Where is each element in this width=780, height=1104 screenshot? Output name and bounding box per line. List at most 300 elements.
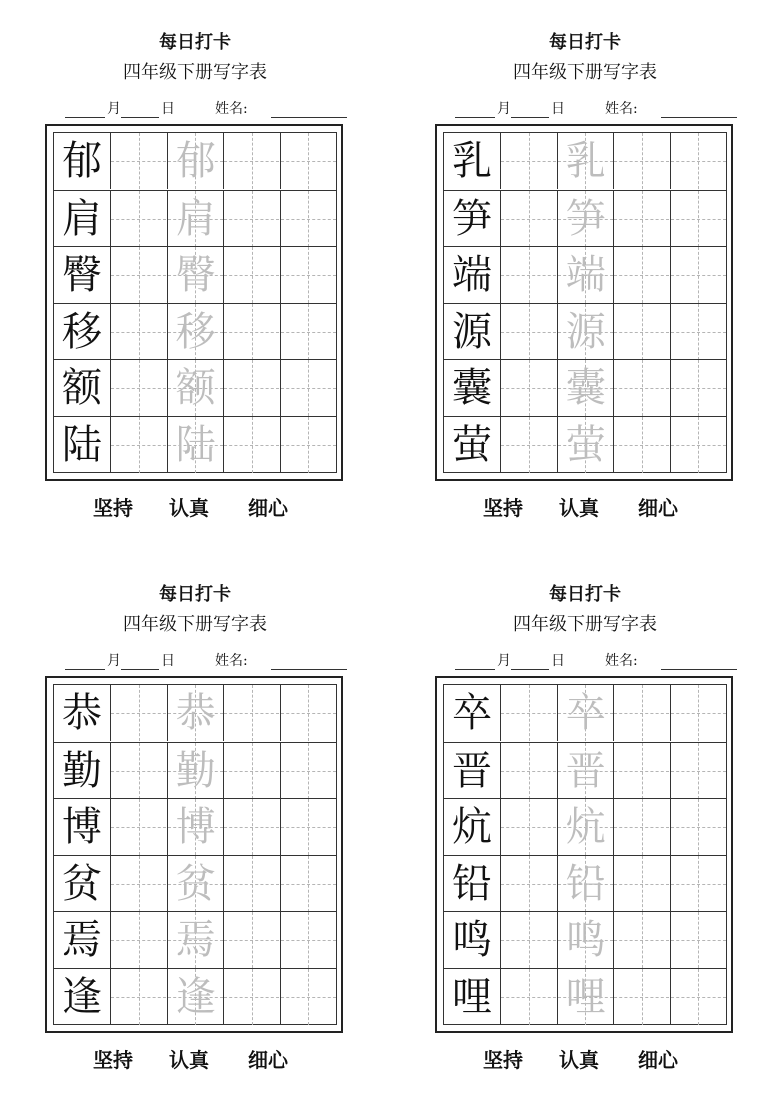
grid-cell: [110, 799, 166, 855]
writing-grid: [53, 684, 337, 1025]
trace-character: 萤: [565, 421, 606, 468]
trace-character: 额: [175, 365, 216, 411]
model-character: 卒: [452, 690, 492, 736]
model-character: 炕: [452, 804, 492, 850]
grid-row: [444, 359, 726, 416]
grid-cell: [613, 799, 669, 855]
grid-row: [444, 968, 726, 1025]
motto-earnest: 认真: [169, 1048, 209, 1072]
grid-cell: [670, 304, 726, 360]
grid-cell: [167, 912, 223, 968]
grid-cell: [613, 912, 669, 968]
grid-cell: [54, 247, 110, 303]
guide-line-horizontal: [671, 997, 726, 998]
grid-cell: [557, 360, 613, 416]
guide-line-horizontal: [224, 388, 279, 389]
practice-card: [45, 30, 345, 550]
grid-cell: [54, 360, 110, 416]
guide-line-horizontal: [614, 827, 669, 828]
guide-line-horizontal: [614, 997, 669, 998]
grid-cell: [500, 417, 556, 473]
guide-line-horizontal: [281, 332, 336, 333]
guide-line-horizontal: [614, 940, 669, 941]
guide-line-horizontal: [224, 445, 279, 446]
card-subtitle: 四年级下册写字表: [123, 62, 267, 83]
grid-cell: [613, 304, 669, 360]
grid-row: [444, 685, 726, 741]
grid-cell: [223, 685, 279, 741]
motto-earnest: 认真: [559, 1048, 599, 1072]
writing-grid-frame: [45, 676, 343, 1033]
motto-line: [45, 1045, 345, 1075]
model-character: 铅: [452, 860, 492, 907]
grid-row: [54, 968, 336, 1025]
grid-cell: [110, 417, 166, 473]
name-label: 姓名:: [605, 101, 638, 117]
card-title: 每日打卡: [159, 32, 231, 53]
writing-grid: [443, 684, 727, 1025]
model-character: 鸣: [452, 917, 492, 963]
grid-cell: [54, 856, 110, 912]
card-title: 每日打卡: [549, 584, 621, 605]
guide-line-horizontal: [671, 771, 726, 772]
trace-character: 铅: [565, 860, 606, 907]
grid-cell: [280, 360, 336, 416]
trace-character: 囊: [565, 365, 606, 411]
day-blank: [511, 117, 549, 118]
model-character: 移: [62, 308, 102, 355]
guide-line-horizontal: [614, 445, 669, 446]
grid-cell: [280, 799, 336, 855]
grid-cell: [167, 191, 223, 247]
guide-line-horizontal: [111, 161, 166, 162]
grid-cell: [444, 133, 500, 189]
grid-cell: [280, 191, 336, 247]
guide-line-horizontal: [281, 161, 336, 162]
trace-character: 贫: [175, 860, 216, 907]
grid-cell: [444, 191, 500, 247]
writing-grid: [443, 132, 727, 473]
grid-cell: [110, 191, 166, 247]
grid-cell: [500, 191, 556, 247]
date-name-line: [65, 100, 347, 120]
date-name-line: [455, 100, 737, 120]
motto-careful: 细心: [638, 496, 678, 520]
guide-line-horizontal: [281, 884, 336, 885]
grid-cell: [54, 799, 110, 855]
writing-grid-frame: [435, 124, 733, 481]
guide-line-horizontal: [671, 713, 726, 714]
grid-cell: [54, 912, 110, 968]
grid-cell: [500, 133, 556, 189]
grid-cell: [54, 191, 110, 247]
trace-character: 哩: [565, 973, 606, 1020]
guide-line-horizontal: [111, 827, 166, 828]
date-name-line: [455, 652, 737, 672]
month-label: 月: [107, 653, 121, 669]
card-title: 每日打卡: [549, 32, 621, 53]
grid-cell: [670, 191, 726, 247]
grid-cell: [444, 247, 500, 303]
guide-line-horizontal: [224, 997, 279, 998]
grid-cell: [500, 247, 556, 303]
grid-cell: [557, 304, 613, 360]
guide-line-horizontal: [671, 445, 726, 446]
guide-line-horizontal: [501, 713, 556, 714]
grid-cell: [613, 417, 669, 473]
grid-row: [444, 133, 726, 189]
grid-cell: [557, 417, 613, 473]
grid-cell: [54, 417, 110, 473]
model-character: 端: [452, 252, 492, 298]
grid-cell: [110, 685, 166, 741]
trace-character: 陆: [175, 421, 216, 468]
grid-cell: [557, 133, 613, 189]
name-label: 姓名:: [215, 101, 248, 117]
grid-cell: [613, 133, 669, 189]
grid-cell: [167, 247, 223, 303]
day-label: 日: [551, 653, 565, 669]
grid-cell: [670, 856, 726, 912]
guide-line-horizontal: [224, 713, 279, 714]
grid-cell: [167, 743, 223, 799]
guide-line-horizontal: [614, 713, 669, 714]
name-blank: [271, 117, 347, 118]
trace-character: 恭: [175, 690, 216, 736]
grid-cell: [223, 247, 279, 303]
grid-cell: [557, 685, 613, 741]
model-character: 额: [62, 365, 102, 411]
motto-careful: 细心: [248, 496, 288, 520]
grid-row: [444, 416, 726, 473]
guide-line-horizontal: [671, 884, 726, 885]
grid-cell: [613, 191, 669, 247]
guide-line-horizontal: [501, 771, 556, 772]
trace-character: 乳: [565, 138, 606, 184]
motto-persist: 坚持: [93, 496, 133, 520]
grid-cell: [500, 912, 556, 968]
grid-cell: [444, 969, 500, 1025]
day-label: 日: [551, 101, 565, 117]
grid-row: [54, 855, 336, 912]
grid-cell: [110, 969, 166, 1025]
grid-row: [444, 855, 726, 912]
guide-line-horizontal: [111, 275, 166, 276]
motto-line: [435, 493, 735, 523]
model-character: 源: [452, 308, 492, 355]
guide-line-horizontal: [614, 161, 669, 162]
guide-line-horizontal: [671, 827, 726, 828]
grid-cell: [223, 304, 279, 360]
guide-line-horizontal: [671, 275, 726, 276]
name-blank: [271, 669, 347, 670]
grid-cell: [280, 304, 336, 360]
grid-cell: [167, 304, 223, 360]
grid-cell: [670, 360, 726, 416]
guide-line-horizontal: [111, 771, 166, 772]
grid-row: [444, 246, 726, 303]
guide-line-horizontal: [281, 827, 336, 828]
guide-line-horizontal: [111, 884, 166, 885]
model-character: 焉: [62, 917, 102, 963]
grid-cell: [167, 360, 223, 416]
motto-careful: 细心: [638, 1048, 678, 1072]
name-label: 姓名:: [215, 653, 248, 669]
month-label: 月: [497, 101, 511, 117]
grid-cell: [557, 247, 613, 303]
model-character: 恭: [62, 690, 102, 736]
grid-cell: [613, 743, 669, 799]
model-character: 郁: [62, 138, 102, 184]
grid-row: [444, 190, 726, 247]
grid-cell: [613, 969, 669, 1025]
grid-cell: [167, 133, 223, 189]
grid-cell: [280, 912, 336, 968]
model-character: 晋: [452, 747, 492, 794]
guide-line-horizontal: [224, 940, 279, 941]
trace-character: 源: [565, 308, 606, 355]
model-character: 乳: [452, 138, 492, 184]
guide-line-horizontal: [224, 219, 279, 220]
guide-line-horizontal: [281, 445, 336, 446]
grid-cell: [110, 133, 166, 189]
grid-cell: [613, 247, 669, 303]
model-character: 囊: [452, 365, 492, 411]
guide-line-horizontal: [281, 275, 336, 276]
model-character: 勤: [62, 747, 102, 794]
grid-cell: [167, 417, 223, 473]
day-label: 日: [161, 653, 175, 669]
guide-line-horizontal: [671, 388, 726, 389]
grid-cell: [223, 743, 279, 799]
motto-line: [435, 1045, 735, 1075]
card-subtitle: 四年级下册写字表: [123, 614, 267, 635]
grid-cell: [167, 799, 223, 855]
grid-cell: [444, 743, 500, 799]
grid-cell: [557, 969, 613, 1025]
grid-row: [54, 133, 336, 189]
guide-line-horizontal: [501, 827, 556, 828]
grid-cell: [670, 685, 726, 741]
card-subtitle: 四年级下册写字表: [513, 62, 657, 83]
grid-cell: [444, 856, 500, 912]
month-blank: [65, 669, 105, 670]
guide-line-horizontal: [614, 275, 669, 276]
month-label: 月: [107, 101, 121, 117]
trace-character: 炕: [565, 804, 606, 850]
practice-card: [435, 30, 735, 550]
grid-row: [54, 359, 336, 416]
guide-line-horizontal: [614, 219, 669, 220]
guide-line-horizontal: [501, 884, 556, 885]
trace-character: 卒: [565, 690, 606, 736]
grid-cell: [613, 360, 669, 416]
grid-cell: [280, 856, 336, 912]
model-character: 哩: [452, 973, 492, 1020]
grid-cell: [500, 360, 556, 416]
trace-character: 鸣: [565, 917, 606, 963]
grid-row: [444, 798, 726, 855]
guide-line-horizontal: [281, 771, 336, 772]
grid-cell: [223, 969, 279, 1025]
motto-earnest: 认真: [169, 496, 209, 520]
day-blank: [511, 669, 549, 670]
grid-cell: [500, 969, 556, 1025]
grid-cell: [223, 133, 279, 189]
grid-cell: [167, 856, 223, 912]
month-blank: [455, 117, 495, 118]
guide-line-horizontal: [501, 445, 556, 446]
writing-grid: [53, 132, 337, 473]
guide-line-horizontal: [281, 388, 336, 389]
grid-cell: [557, 799, 613, 855]
trace-character: 晋: [565, 747, 606, 794]
model-character: 陆: [62, 421, 102, 468]
grid-row: [444, 303, 726, 360]
grid-cell: [557, 912, 613, 968]
model-character: 博: [62, 804, 102, 850]
motto-careful: 细心: [248, 1048, 288, 1072]
month-label: 月: [497, 653, 511, 669]
guide-line-horizontal: [501, 332, 556, 333]
writing-grid-frame: [45, 124, 343, 481]
grid-cell: [223, 191, 279, 247]
guide-line-horizontal: [111, 219, 166, 220]
guide-line-horizontal: [281, 219, 336, 220]
grid-cell: [444, 685, 500, 741]
grid-cell: [223, 417, 279, 473]
date-name-line: [65, 652, 347, 672]
guide-line-horizontal: [224, 161, 279, 162]
grid-cell: [280, 133, 336, 189]
model-character: 萤: [452, 421, 492, 468]
grid-cell: [110, 247, 166, 303]
grid-cell: [500, 799, 556, 855]
motto-earnest: 认真: [559, 496, 599, 520]
motto-line: [45, 493, 345, 523]
guide-line-horizontal: [501, 161, 556, 162]
guide-line-horizontal: [224, 275, 279, 276]
guide-line-horizontal: [501, 940, 556, 941]
guide-line-horizontal: [614, 884, 669, 885]
grid-cell: [280, 743, 336, 799]
card-subtitle: 四年级下册写字表: [513, 614, 657, 635]
guide-line-horizontal: [501, 275, 556, 276]
grid-cell: [54, 133, 110, 189]
grid-row: [54, 416, 336, 473]
grid-cell: [223, 912, 279, 968]
grid-row: [54, 798, 336, 855]
grid-cell: [54, 743, 110, 799]
model-character: 臀: [62, 252, 102, 298]
day-blank: [121, 669, 159, 670]
guide-line-horizontal: [111, 997, 166, 998]
trace-character: 臀: [175, 252, 216, 298]
guide-line-horizontal: [111, 388, 166, 389]
grid-cell: [444, 799, 500, 855]
grid-cell: [54, 969, 110, 1025]
grid-cell: [670, 743, 726, 799]
grid-cell: [167, 969, 223, 1025]
grid-cell: [557, 743, 613, 799]
grid-cell: [557, 856, 613, 912]
grid-row: [444, 742, 726, 799]
grid-row: [54, 685, 336, 741]
grid-cell: [670, 912, 726, 968]
grid-row: [444, 911, 726, 968]
grid-cell: [444, 417, 500, 473]
guide-line-horizontal: [111, 713, 166, 714]
guide-line-horizontal: [224, 884, 279, 885]
name-blank: [661, 669, 737, 670]
guide-line-horizontal: [281, 713, 336, 714]
grid-cell: [54, 685, 110, 741]
guide-line-horizontal: [281, 940, 336, 941]
practice-card: [435, 582, 735, 1102]
grid-cell: [110, 912, 166, 968]
day-label: 日: [161, 101, 175, 117]
guide-line-horizontal: [614, 332, 669, 333]
guide-line-horizontal: [111, 332, 166, 333]
trace-character: 逢: [175, 973, 216, 1020]
grid-cell: [223, 799, 279, 855]
grid-cell: [670, 969, 726, 1025]
card-title: 每日打卡: [159, 584, 231, 605]
grid-cell: [280, 685, 336, 741]
guide-line-horizontal: [501, 997, 556, 998]
guide-line-horizontal: [671, 161, 726, 162]
guide-line-horizontal: [671, 332, 726, 333]
grid-cell: [444, 912, 500, 968]
trace-character: 肩: [175, 195, 216, 242]
motto-persist: 坚持: [93, 1048, 133, 1072]
name-blank: [661, 117, 737, 118]
grid-cell: [670, 799, 726, 855]
model-character: 肩: [62, 195, 102, 242]
trace-character: 郁: [175, 138, 216, 184]
guide-line-horizontal: [501, 219, 556, 220]
guide-line-horizontal: [501, 388, 556, 389]
practice-card: [45, 582, 345, 1102]
guide-line-horizontal: [281, 997, 336, 998]
trace-character: 焉: [175, 917, 216, 963]
grid-cell: [500, 856, 556, 912]
trace-character: 笋: [565, 195, 606, 242]
trace-character: 博: [175, 804, 216, 850]
grid-cell: [444, 304, 500, 360]
model-character: 贫: [62, 860, 102, 907]
writing-grid-frame: [435, 676, 733, 1033]
grid-row: [54, 190, 336, 247]
month-blank: [65, 117, 105, 118]
grid-cell: [54, 304, 110, 360]
grid-row: [54, 246, 336, 303]
grid-cell: [670, 133, 726, 189]
grid-cell: [613, 856, 669, 912]
grid-cell: [500, 743, 556, 799]
motto-persist: 坚持: [483, 496, 523, 520]
trace-character: 移: [175, 308, 216, 355]
guide-line-horizontal: [224, 827, 279, 828]
grid-row: [54, 742, 336, 799]
grid-cell: [500, 304, 556, 360]
grid-cell: [280, 247, 336, 303]
grid-cell: [670, 247, 726, 303]
grid-cell: [444, 360, 500, 416]
grid-cell: [670, 417, 726, 473]
model-character: 笋: [452, 195, 492, 242]
name-label: 姓名:: [605, 653, 638, 669]
